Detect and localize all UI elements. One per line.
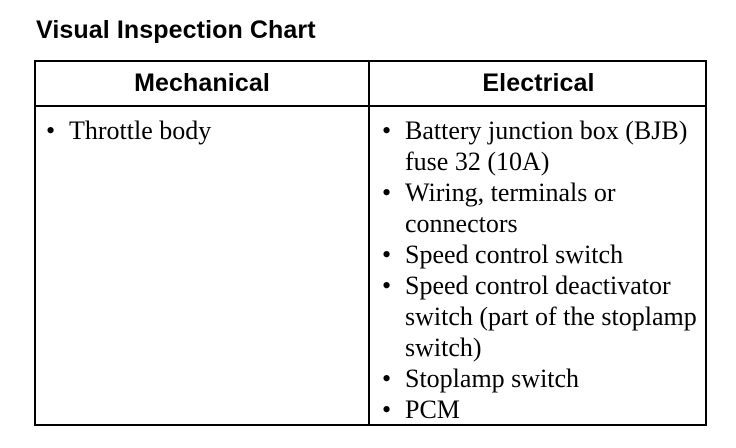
bullet-icon: • bbox=[382, 240, 392, 269]
bullet-icon: • bbox=[46, 116, 56, 145]
list-item-text: Stoplamp switch bbox=[405, 364, 580, 393]
list-item-text: Battery junction box (BJB) fuse 32 (10A) bbox=[405, 116, 688, 176]
list-item bbox=[382, 363, 702, 394]
list-item-text: Throttle body bbox=[69, 116, 212, 145]
electrical-list bbox=[382, 115, 702, 425]
list-item bbox=[382, 115, 702, 177]
list-item bbox=[382, 394, 702, 425]
bullet-icon: • bbox=[382, 395, 392, 424]
bullet-icon: • bbox=[382, 116, 392, 145]
bullet-icon: • bbox=[382, 364, 392, 393]
header-divider bbox=[36, 105, 705, 107]
list-item-text: Speed control switch bbox=[405, 240, 624, 269]
list-item-text: Speed control deactivator switch (part of the stoplamp switch) bbox=[405, 271, 697, 362]
list-item bbox=[382, 177, 702, 239]
column-divider bbox=[368, 62, 370, 424]
list-item bbox=[382, 270, 702, 363]
visual-inspection-table bbox=[34, 60, 707, 426]
mechanical-column-header: Mechanical bbox=[134, 69, 270, 97]
list-item-text: PCM bbox=[405, 395, 460, 424]
bullet-icon: • bbox=[382, 178, 392, 207]
chart-title: Visual Inspection Chart bbox=[36, 16, 316, 44]
mechanical-list bbox=[46, 115, 356, 146]
bullet-icon: • bbox=[382, 271, 392, 300]
list-item-text: Wiring, terminals or connectors bbox=[405, 178, 616, 238]
list-item bbox=[382, 239, 702, 270]
list-item bbox=[46, 115, 356, 146]
electrical-column-header: Electrical bbox=[482, 69, 595, 97]
